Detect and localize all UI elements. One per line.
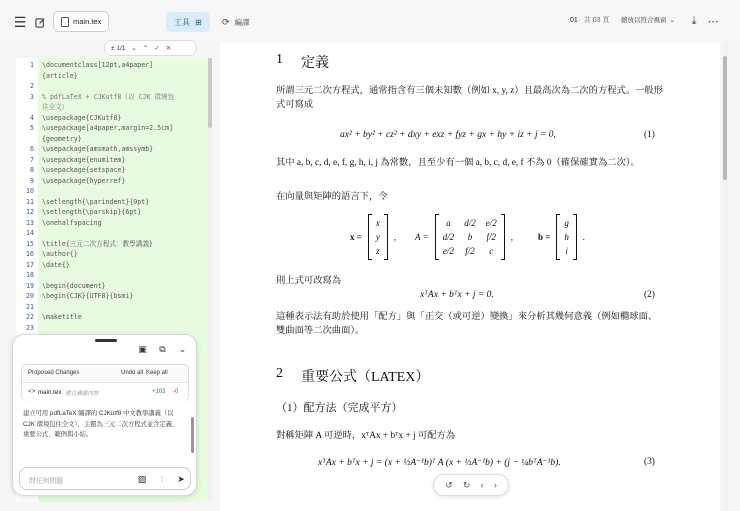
file-tab-label: main.tex bbox=[73, 17, 102, 26]
line-number: 23 bbox=[26, 323, 34, 332]
line-number: 16 bbox=[26, 250, 34, 258]
proposed-changes bbox=[21, 364, 189, 401]
chevron-down-icon[interactable]: ⌄ bbox=[131, 45, 137, 52]
line-number: 22 bbox=[26, 313, 34, 321]
chat-input[interactable] bbox=[19, 467, 191, 490]
page-indicator bbox=[570, 15, 609, 25]
viewer-scroll-thumb[interactable] bbox=[723, 56, 727, 180]
vector-b: b = g h i . bbox=[538, 214, 585, 260]
line-number: 12 bbox=[26, 208, 34, 216]
diff-counter: ± 1/1 bbox=[111, 44, 126, 52]
pdf-page bbox=[252, 44, 716, 511]
assistant-message: 建立可用 pdfLaTeX 編譯的 CJKutf8 中文教學講義（以 CJK 環境包住全文），主題為三元二次方程式並含定義、重要公式、範例與小結。 bbox=[23, 410, 179, 438]
line-number: 14 bbox=[26, 229, 34, 237]
download-icon[interactable]: ⤓ bbox=[691, 14, 697, 27]
chat-input-placeholder: 問任何問題 bbox=[29, 478, 63, 485]
send-icon[interactable]: ➤ bbox=[177, 473, 185, 484]
expand-icon[interactable]: ⧉ bbox=[159, 344, 166, 354]
equation-2-number: (2) bbox=[644, 290, 655, 300]
code-line[interactable]: \setlength{\parindent}{0pt} bbox=[42, 197, 150, 206]
equation-1-number: (1) bbox=[644, 130, 655, 140]
diff-navigator bbox=[104, 40, 197, 56]
section-1-number: 1 bbox=[276, 52, 283, 67]
line-number: 6 bbox=[30, 145, 34, 153]
tools-label: 工具 bbox=[174, 17, 190, 27]
keep-all-button[interactable]: Keep all bbox=[146, 370, 168, 376]
new-chat-icon[interactable]: ▣ bbox=[138, 344, 147, 354]
voice-icon[interactable]: ⫶ bbox=[160, 473, 164, 484]
line-number: 11 bbox=[26, 197, 34, 206]
line-number: 1 bbox=[30, 61, 34, 69]
reject-icon[interactable]: ✕ bbox=[165, 45, 172, 52]
line-number: 3 bbox=[30, 92, 34, 101]
code-line[interactable]: {geometry} bbox=[42, 134, 82, 143]
code-line[interactable]: \maketitle bbox=[42, 313, 82, 321]
line-number: 19 bbox=[26, 281, 34, 290]
vector-x: x = x y z , bbox=[350, 214, 396, 260]
code-line[interactable]: \onehalfspacing bbox=[42, 218, 102, 227]
paragraph-5: 這種表示法有助於使用「配方」與「正交（或可逆）變換」來分析其幾何意義（例如橢球面、雙曲面等二次曲面）。 bbox=[276, 312, 658, 336]
changed-file-name: main.tex bbox=[38, 389, 62, 396]
changed-file-row[interactable] bbox=[22, 382, 188, 401]
paragraph-2: 其中 a, b, c, d, e, f, g, h, i, j 為常數，且至少有一個 a, b, c, d, e, f 不為 0（確保確實為二次）。 bbox=[276, 158, 640, 168]
code-line[interactable]: \author{} bbox=[42, 250, 78, 258]
code-line[interactable]: \begin{CJK}{UTF8}{bsmi} bbox=[42, 292, 134, 300]
matrix-a-label: A = bbox=[415, 232, 429, 242]
tools-button[interactable] bbox=[166, 12, 210, 32]
image-icon[interactable]: ▨ bbox=[137, 473, 147, 484]
more-icon[interactable]: ⋯ bbox=[707, 15, 719, 28]
line-number: 20 bbox=[26, 292, 34, 300]
grid-icon: ⊞ bbox=[195, 17, 202, 27]
code-line[interactable]: \documentclass[12pt,a4paper] bbox=[42, 61, 154, 69]
line-number: 17 bbox=[26, 260, 34, 269]
matrix-a: A = a d/2 e/2 d/2 b f/2 e/2 f/2 c , bbox=[415, 214, 513, 260]
lines-removed: -0 bbox=[173, 389, 179, 395]
chat-header-actions bbox=[137, 344, 188, 355]
pdf-float-toolbar bbox=[433, 474, 509, 496]
code-line[interactable]: \begin{document} bbox=[42, 281, 106, 290]
code-line[interactable]: \usepackage{amsmath,amssymb} bbox=[42, 145, 154, 153]
lines-added: +103 bbox=[152, 389, 166, 395]
proposed-title: Proposed Changes bbox=[28, 370, 80, 376]
line-number: 4 bbox=[30, 113, 34, 122]
equation-1: ax² + by² + cz² + dxy + exz + fyz + gx + hy + iz + j = 0, bbox=[340, 130, 556, 140]
menu-icon[interactable]: ☰ bbox=[13, 13, 27, 30]
code-line[interactable]: \usepackage{setspace} bbox=[42, 166, 126, 174]
top-toolbar bbox=[0, 0, 740, 42]
line-number: 5 bbox=[30, 124, 34, 132]
page-total: 共 03 頁 bbox=[583, 17, 610, 24]
zoom-label: 縮放以符合視窗 bbox=[621, 17, 667, 24]
subsection-1: （1）配方法（完成平方） bbox=[276, 402, 403, 414]
equation-2: xᵀAx + bᵀx + j = 0. bbox=[420, 290, 494, 300]
line-number: 2 bbox=[30, 82, 34, 90]
file-icon bbox=[61, 17, 69, 27]
code-line[interactable]: \usepackage{CJKutf8} bbox=[42, 113, 122, 122]
code-line[interactable]: \usepackage[a4paper,margin=2.5cm] bbox=[42, 124, 174, 132]
refresh-icon: ⟳ bbox=[222, 16, 230, 27]
chat-panel bbox=[12, 334, 197, 496]
line-number: 9 bbox=[30, 176, 34, 185]
section-2-title: 重要公式（LATEX） bbox=[301, 370, 430, 385]
equation-3-number: (3) bbox=[644, 457, 655, 467]
page-current: 01 bbox=[570, 17, 578, 24]
code-line[interactable]: \title{三元二次方程式：教學講義} bbox=[42, 239, 153, 248]
line-number: 15 bbox=[26, 239, 34, 248]
line-number: 10 bbox=[26, 187, 34, 195]
drag-handle[interactable] bbox=[95, 339, 117, 342]
code-line[interactable]: \usepackage{enumitem} bbox=[42, 155, 126, 164]
code-line[interactable]: \setlength{\parskip}{6pt} bbox=[42, 208, 142, 216]
compile-label: 編譯 bbox=[234, 17, 250, 27]
vector-b-label: b = bbox=[538, 232, 551, 242]
line-number: 7 bbox=[30, 155, 34, 164]
changed-file-desc: 建立講義內容 bbox=[65, 391, 99, 397]
undo-all-button[interactable]: Undo all bbox=[121, 370, 144, 376]
paragraph-4: 則上式可改寫為 bbox=[276, 276, 342, 286]
next-icon[interactable]: › bbox=[493, 480, 497, 490]
line-number: 18 bbox=[26, 271, 34, 279]
editor-scroll-thumb[interactable] bbox=[208, 58, 212, 128]
code-line[interactable]: % pdfLaTeX + CJKutf8（以 CJK 環境包 bbox=[42, 92, 175, 101]
chat-scroll-thumb[interactable] bbox=[191, 417, 194, 453]
redo-icon[interactable]: ↻ bbox=[462, 479, 471, 490]
prev-icon[interactable]: ‹ bbox=[480, 480, 484, 490]
vector-x-label: x = bbox=[350, 232, 362, 242]
code-line[interactable]: 住全文） bbox=[42, 103, 69, 111]
paragraph-6: 對稱矩陣 A 可逆時，xᵀAx + bᵀx + j 可配方為 bbox=[276, 431, 456, 441]
section-1-title: 定義 bbox=[301, 56, 329, 71]
code-line[interactable]: \date{} bbox=[42, 260, 70, 269]
undo-icon[interactable]: ↺ bbox=[445, 479, 453, 490]
accept-icon[interactable]: ✓ bbox=[154, 45, 160, 52]
section-2-number: 2 bbox=[276, 366, 283, 381]
equation-3: xᵀAx + bᵀx + j = (x + ½A⁻¹b)ᵀ A (x + ½A⁻¹b) + (j − ¼bᵀA⁻¹b). bbox=[318, 458, 561, 468]
zoom-select[interactable] bbox=[621, 15, 675, 24]
compile-button[interactable] bbox=[222, 12, 250, 32]
line-number: 21 bbox=[26, 302, 34, 311]
paragraph-1: 所謂三元二次方程式，通常指含有三個未知數（例如 x, y, z）且最高次為二次的方程式。一般形式可寫成 bbox=[276, 86, 664, 110]
chevron-up-icon[interactable]: ⌃ bbox=[142, 45, 149, 52]
code-icon: <> bbox=[28, 388, 36, 395]
chevron-down-icon: ⌄ bbox=[669, 16, 675, 24]
new-file-icon[interactable] bbox=[29, 11, 51, 33]
paragraph-3: 在向量與矩陣的語言下，令 bbox=[276, 192, 388, 202]
code-line[interactable]: \usepackage{hyperref} bbox=[42, 176, 126, 185]
line-number: 13 bbox=[26, 218, 34, 227]
code-line[interactable]: {article} bbox=[42, 71, 78, 80]
line-number: 8 bbox=[30, 166, 34, 174]
collapse-icon[interactable]: ⌄ bbox=[178, 344, 187, 354]
file-tab[interactable] bbox=[53, 11, 109, 32]
